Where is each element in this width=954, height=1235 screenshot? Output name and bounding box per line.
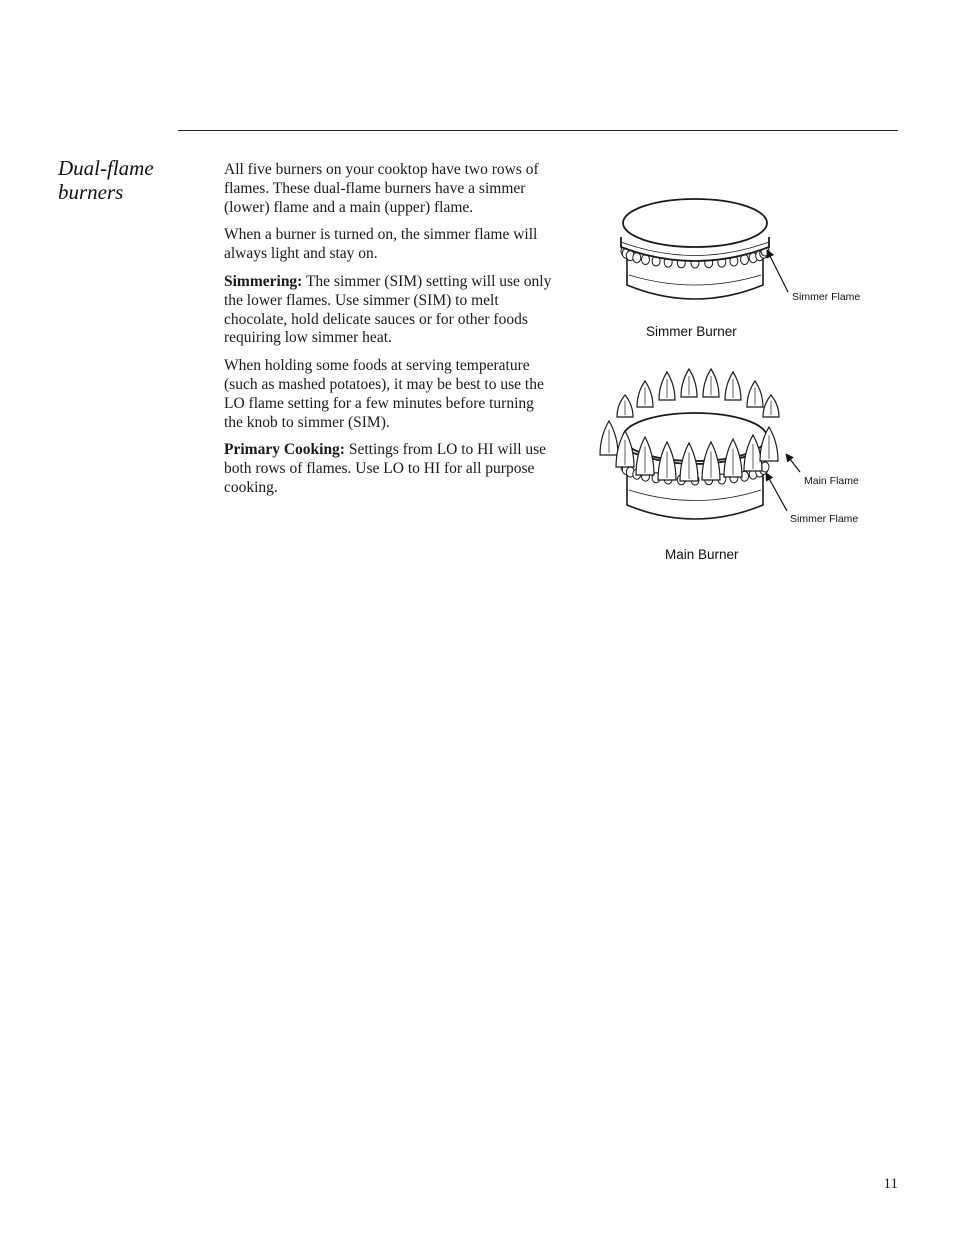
main-burner-illustration: [600, 369, 779, 519]
main-burner-caption: Main Burner: [665, 547, 739, 562]
paragraph-primary-cooking: [224, 441, 554, 497]
main-flame-back-row: [617, 369, 779, 417]
body-text: [224, 161, 554, 507]
paragraph-simmering: [224, 273, 554, 348]
page-number: 11: [883, 1176, 898, 1192]
paragraph-holding: When holding some foods at serving temperature (such as mashed potatoes), it may be best to use the LO flame setting for a few minutes before turning the knob to simmer (SIM).: [224, 357, 544, 431]
main-burner-callout-main-flame: Main Flame: [804, 475, 859, 487]
section-title-line1: Dual-flame: [58, 156, 154, 180]
section-title: [58, 156, 208, 204]
simmer-burner-caption: Simmer Burner: [646, 324, 737, 339]
simmering-text: The simmer (SIM) setting will use only the lower flames. Use simmer (SIM) to melt chocolate, hold delicate sauces or for other foods requiring low simmer heat.: [224, 272, 552, 347]
simmer-burner-illustration: [621, 199, 769, 299]
primary-cooking-text: Settings from LO to HI will use both rows of flames. Use LO to HI for all purpose cooking.: [224, 441, 547, 496]
simmer-flame-arrow: [767, 250, 788, 292]
burner-diagrams: [585, 185, 885, 580]
main-flame-arrow: [786, 454, 800, 472]
main-burner-callout-simmer-flame: Simmer Flame: [790, 513, 859, 525]
simmering-label: Simmering:: [224, 272, 303, 290]
paragraph-intro: All five burners on your cooktop have two rows of flames. These dual-flame burners have a simmer (lower) flame and a main (upper) flame.: [224, 161, 539, 216]
simmer-burner-callout-simmer-flame: Simmer Flame: [792, 291, 861, 303]
primary-cooking-label: Primary Cooking:: [224, 441, 345, 459]
section-title-line2: burners: [58, 180, 124, 204]
header-rule: [178, 130, 898, 131]
paragraph-simmer-light: When a burner is turned on, the simmer flame will always light and stay on.: [224, 226, 538, 263]
main-simmer-flame-arrow: [766, 473, 787, 511]
